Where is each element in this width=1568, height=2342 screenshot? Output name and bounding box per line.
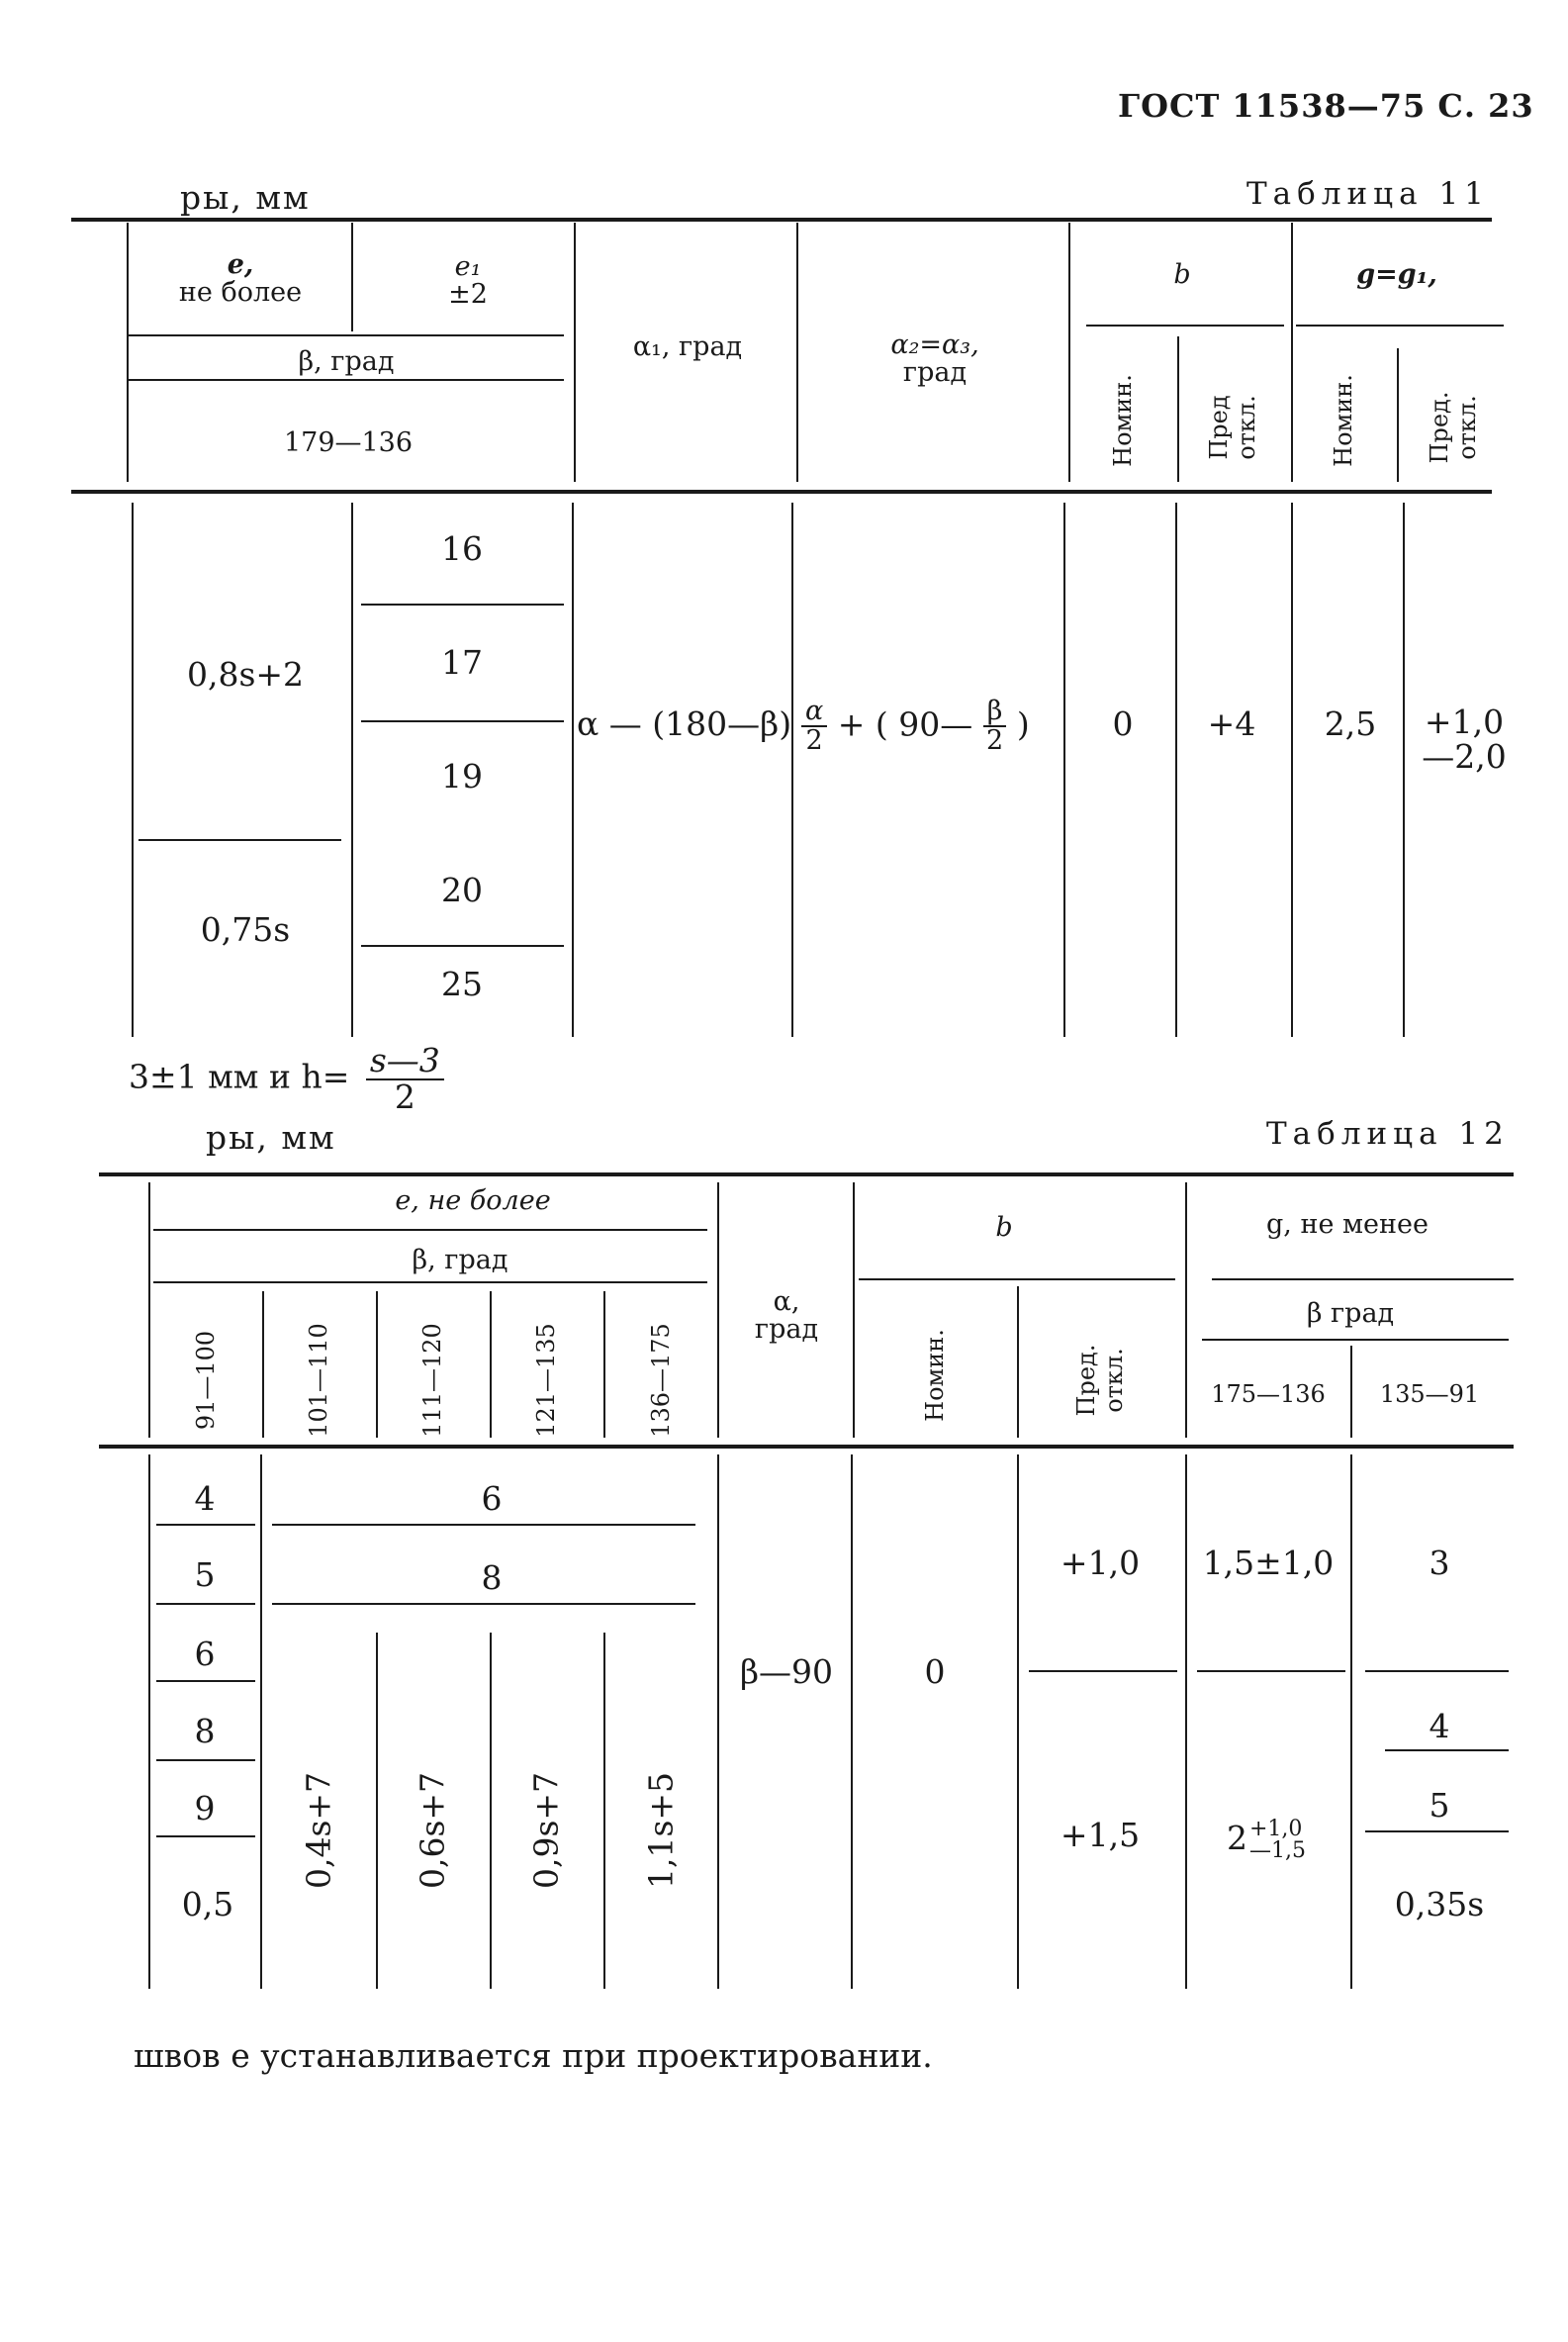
t11-e1-val: 19 bbox=[441, 757, 483, 796]
t12-rot-val: 0,6s+7 bbox=[413, 1771, 452, 1890]
t12-g1-val1: 1,5±1,0 bbox=[1202, 1544, 1335, 1582]
t12-g2-val: 4 bbox=[1429, 1707, 1450, 1745]
t11-head-alpha1: α₁, град bbox=[632, 331, 743, 362]
t12-head-g: g, не менее bbox=[1266, 1209, 1429, 1240]
page-header: ГОСТ 11538—75 С. 23 bbox=[1118, 87, 1534, 125]
t11-head-ne-bolee: не более bbox=[178, 277, 303, 308]
t12-head-e: e, не более bbox=[395, 1185, 551, 1216]
t11-e1-val: 17 bbox=[441, 643, 483, 682]
t12-head-alpha-grad: град bbox=[754, 1314, 819, 1345]
t11-head-g-otkl: откл. bbox=[1453, 395, 1481, 460]
t12-alpha-val: β—90 bbox=[739, 1652, 834, 1691]
t12-first-col: 8 bbox=[194, 1712, 216, 1750]
t11-b-pred: +4 bbox=[1207, 704, 1256, 743]
t11-e-val2: 0,75s bbox=[200, 910, 291, 949]
t12-g2-val: 3 bbox=[1429, 1544, 1450, 1582]
t11-head-e1: e₁ bbox=[454, 251, 482, 282]
t12-first-col: 6 bbox=[194, 1635, 216, 1673]
t11-head-e1-tol: ±2 bbox=[448, 279, 488, 310]
t12-rot-val: 0,9s+7 bbox=[526, 1771, 566, 1890]
t11-head-alpha2-grad: град bbox=[902, 357, 968, 388]
t11-head-g: g=g₁, bbox=[1356, 259, 1437, 290]
t12-row6: 6 bbox=[481, 1479, 503, 1518]
t11-head-b-pred: Пред bbox=[1205, 395, 1233, 460]
h-formula: 3±1 мм и h= $\frac{s—3}{2}$ bbox=[129, 1044, 444, 1114]
t12-head-b-nomin: Номин. bbox=[921, 1329, 949, 1422]
t11-b-nom: 0 bbox=[1112, 704, 1134, 743]
t12-g2-val: 5 bbox=[1429, 1786, 1450, 1825]
t12-first-col: 9 bbox=[194, 1789, 216, 1827]
t11-e1-val: 25 bbox=[441, 965, 483, 1003]
t12-first-col: 0,5 bbox=[181, 1885, 234, 1923]
t11-e1-val: 16 bbox=[441, 529, 483, 568]
table12-caption: Таблица 12 bbox=[1266, 1116, 1510, 1152]
t11-g-pred2: —2,0 bbox=[1422, 737, 1507, 776]
t11-head-beta-range: 179—136 bbox=[283, 427, 414, 458]
t12-beta-col: 136—175 bbox=[647, 1323, 675, 1438]
t12-head-b: b bbox=[995, 1212, 1013, 1243]
t11-alpha1-formula: α — (180—β) bbox=[577, 704, 792, 743]
t11-g-nom: 2,5 bbox=[1324, 704, 1377, 743]
t11-g-pred1: +1,0 bbox=[1424, 703, 1505, 741]
t11-head-g-nomin: Номин. bbox=[1330, 374, 1357, 467]
t11-e-val1: 0,8s+2 bbox=[186, 655, 305, 694]
footer-text: швов e устанавливается при проектировании. bbox=[134, 2036, 933, 2075]
t12-head-alpha: α, bbox=[773, 1286, 800, 1317]
t12-b-pred1: +1,0 bbox=[1060, 1544, 1141, 1582]
t11-alpha2-formula: $\frac{\alpha}{2}$ + ( 90— $\frac{\beta}{2}$ ) bbox=[801, 698, 1030, 756]
table11-left-fragment: ры, мм bbox=[180, 178, 311, 217]
t12-first-col: 5 bbox=[194, 1555, 216, 1594]
t12-rot-val: 1,1s+5 bbox=[641, 1771, 681, 1890]
t12-beta-col: 111—120 bbox=[418, 1323, 446, 1438]
t11-head-e: e, bbox=[227, 249, 254, 280]
table12-left-fragment: ры, мм bbox=[206, 1118, 336, 1157]
t12-row8: 8 bbox=[481, 1558, 503, 1597]
t12-beta-col: 121—135 bbox=[532, 1323, 560, 1438]
t12-head-g-beta: β град bbox=[1306, 1298, 1395, 1329]
t12-beta-col: 91—100 bbox=[192, 1330, 220, 1431]
t12-head-b-otkl: откл. bbox=[1100, 1348, 1128, 1413]
t12-head-g-col1: 175—136 bbox=[1211, 1380, 1326, 1408]
t12-beta-col: 101—110 bbox=[305, 1323, 332, 1438]
t11-head-b: b bbox=[1173, 259, 1191, 290]
t11-head-b-nomin: Номин. bbox=[1109, 374, 1137, 467]
t11-head-beta: β, град bbox=[298, 346, 395, 377]
table11-caption: Таблица 11 bbox=[1246, 176, 1490, 212]
t12-g1-val2: 2 +1,0 —1,5 bbox=[1227, 1817, 1306, 1863]
t12-head-g-col2: 135—91 bbox=[1379, 1380, 1480, 1408]
t12-head-beta: β, град bbox=[412, 1245, 508, 1275]
t12-g2-val: 0,35s bbox=[1394, 1885, 1485, 1923]
t11-head-b-otkl: откл. bbox=[1233, 395, 1260, 460]
t11-head-alpha2: α₂=α₃, bbox=[890, 329, 979, 360]
t12-b-pred2: +1,5 bbox=[1060, 1816, 1141, 1854]
t12-rot-val: 0,4s+7 bbox=[299, 1771, 338, 1890]
t11-e1-val: 20 bbox=[441, 871, 483, 909]
t12-first-col: 4 bbox=[194, 1479, 216, 1518]
t12-head-b-pred: Пред. bbox=[1072, 1344, 1100, 1417]
t12-b-nom: 0 bbox=[924, 1652, 946, 1691]
t11-head-g-pred: Пред. bbox=[1426, 391, 1453, 464]
